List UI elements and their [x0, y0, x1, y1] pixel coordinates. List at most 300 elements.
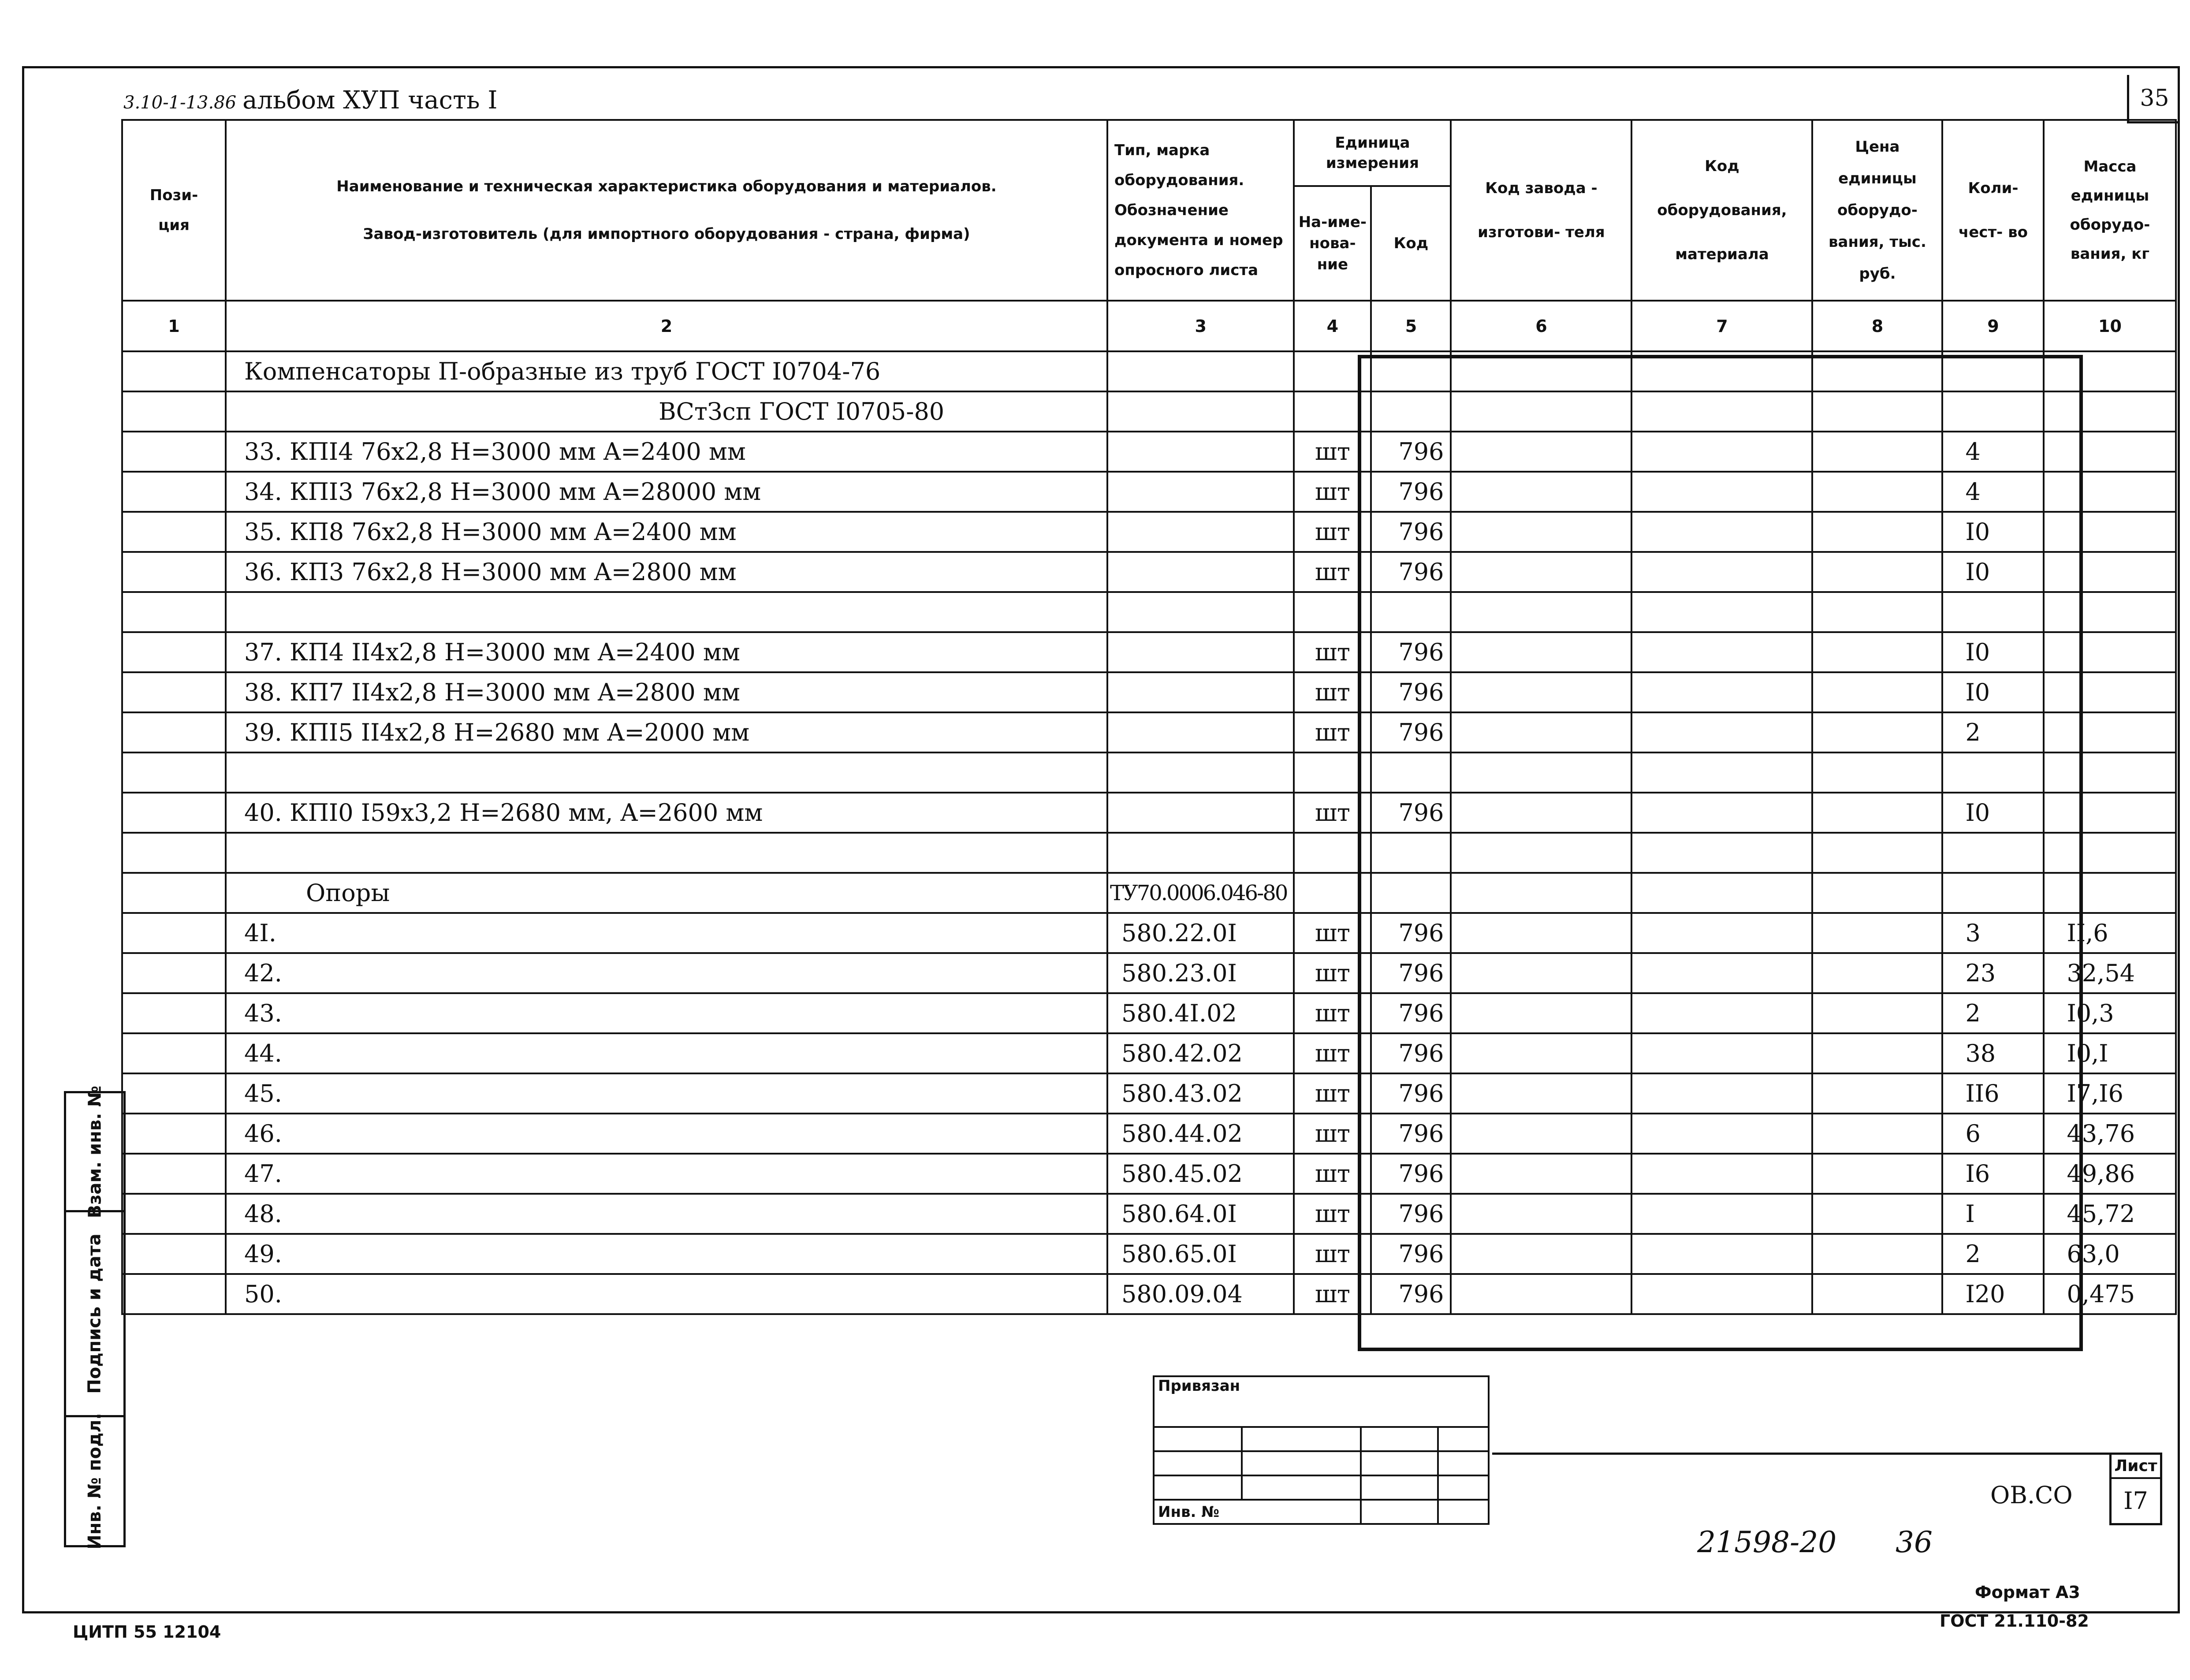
table-row [122, 1194, 2176, 1234]
column-number-9: 9 [1942, 301, 2044, 351]
col-header-name-line2: Завод-изготовитель (для импортного оборудования - страна, фирма) [363, 225, 970, 243]
cell-position [122, 1154, 226, 1194]
cell-name: 37. КП4 II4x2,8 H=3000 мм A=2400 мм [226, 632, 1107, 672]
cell-mass: II,6 [2044, 913, 2176, 953]
cell-equip-code [1631, 913, 1812, 953]
column-number-7: 7 [1631, 301, 1812, 351]
cell-name: 39. КПI5 II4x2,8 H=2680 мм A=2000 мм [226, 712, 1107, 752]
format-label: Формат А3 [1975, 1583, 2080, 1602]
cell-name: Опоры [226, 873, 1107, 913]
cell-equip-code [1631, 1274, 1812, 1314]
cell-qty: I0 [1942, 632, 2044, 672]
cell-qty: 2 [1942, 993, 2044, 1033]
cell-unit [1294, 351, 1371, 391]
table-row [122, 632, 2176, 672]
cell-factory-code [1451, 953, 1631, 993]
cell-name: 33. КПI4 76x2,8 H=3000 мм A=2400 мм [226, 432, 1107, 472]
cell-qty [1942, 391, 2044, 432]
cell-unit-code [1371, 391, 1451, 432]
cell-unit-code: 796 [1371, 1234, 1451, 1274]
cell-unit-code: 796 [1371, 632, 1451, 672]
cell-mass: I7,I6 [2044, 1073, 2176, 1114]
album-title: альбом ХУП часть I [242, 86, 498, 115]
table-row [122, 873, 2176, 913]
cell-type: 580.43.02 [1107, 1073, 1294, 1114]
cell-position [122, 351, 226, 391]
cell-equip-code [1631, 712, 1812, 752]
cell-unit-code: 796 [1371, 552, 1451, 592]
cell-type [1107, 391, 1294, 432]
cell-factory-code [1451, 512, 1631, 552]
cell-qty: I0 [1942, 552, 2044, 592]
standard-label: ГОСТ 21.110-82 [1940, 1611, 2089, 1631]
cell-mass: 32,54 [2044, 953, 2176, 993]
cell-equip-code [1631, 793, 1812, 833]
cell-factory-code [1451, 351, 1631, 391]
cell-price [1812, 632, 1942, 672]
cell-price [1812, 1073, 1942, 1114]
binding-inv: Инв. № [1154, 1500, 1361, 1524]
table-row [122, 1033, 2176, 1073]
cell-equip-code [1631, 432, 1812, 472]
cell-price [1812, 1114, 1942, 1154]
cell-type [1107, 432, 1294, 472]
cell-type [1107, 712, 1294, 752]
table-row [122, 1073, 2176, 1114]
table-row [122, 1114, 2176, 1154]
cell-name: 34. КПI3 76x2,8 H=3000 мм A=28000 мм [226, 472, 1107, 512]
cell-mass: I0,I [2044, 1033, 2176, 1073]
table-row [122, 1234, 2176, 1274]
cell-unit: шт [1294, 472, 1371, 512]
cell-mass: 63,0 [2044, 1234, 2176, 1274]
cell-equip-code [1631, 953, 1812, 993]
col-header-factory-code: Код завода - изготови- теля [1451, 120, 1631, 301]
cell-qty: 3 [1942, 913, 2044, 953]
cell-price [1812, 1234, 1942, 1274]
cell-price [1812, 712, 1942, 752]
column-number-2: 2 [226, 301, 1107, 351]
cell-type: 580.45.02 [1107, 1154, 1294, 1194]
cell-factory-code [1451, 752, 1631, 793]
cell-equip-code [1631, 512, 1812, 552]
cell-equip-code [1631, 632, 1812, 672]
sheet-number: I7 [2123, 1487, 2148, 1515]
cell-price [1812, 391, 1942, 432]
cell-qty: I6 [1942, 1154, 2044, 1194]
stamp-inv-orig-label: Инв. № подл. [85, 1413, 105, 1550]
table-row [122, 432, 2176, 472]
col-header-type: Тип, марка оборудования. Обозначение документа и номер опросного листа [1107, 120, 1294, 301]
cell-qty: 4 [1942, 472, 2044, 512]
cell-price [1812, 953, 1942, 993]
stamp-sign-date [64, 1210, 126, 1417]
binding-block [1153, 1375, 1490, 1525]
specification-table [121, 119, 2177, 1315]
cell-unit-code: 796 [1371, 1154, 1451, 1194]
cell-factory-code [1451, 793, 1631, 833]
col-header-qty: Коли- чест- во [1942, 120, 2044, 301]
col-header-name [226, 120, 1107, 301]
cell-name [226, 752, 1107, 793]
cell-type: 580.64.0I [1107, 1194, 1294, 1234]
page-number: 35 [2140, 85, 2169, 112]
cell-name: 49. [226, 1234, 1107, 1274]
cell-qty: I [1942, 1194, 2044, 1234]
col-header-name-line1: Наименование и техническая характеристика оборудования и материалов. [336, 178, 997, 195]
cell-factory-code [1451, 1073, 1631, 1114]
cell-type: 580.4I.02 [1107, 993, 1294, 1033]
cell-price [1812, 833, 1942, 873]
cell-type [1107, 512, 1294, 552]
col-header-unit-code: Код [1371, 186, 1451, 301]
cell-type [1107, 833, 1294, 873]
cell-qty [1942, 873, 2044, 913]
cell-mass: 49,86 [2044, 1154, 2176, 1194]
col-header-mass: Масса единицы оборудо- вания, кг [2044, 120, 2176, 301]
cell-position [122, 472, 226, 512]
cell-unit-code: 796 [1371, 672, 1451, 712]
cell-price [1812, 1274, 1942, 1314]
cell-type [1107, 793, 1294, 833]
cell-qty: 2 [1942, 712, 2044, 752]
cell-unit-code: 796 [1371, 1114, 1451, 1154]
cell-unit-code [1371, 833, 1451, 873]
cell-unit-code [1371, 752, 1451, 793]
cell-price [1812, 592, 1942, 632]
cell-price [1812, 752, 1942, 793]
cell-mass [2044, 873, 2176, 913]
cell-qty [1942, 351, 2044, 391]
cell-factory-code [1451, 873, 1631, 913]
cell-name: 38. КП7 II4x2,8 H=3000 мм A=2800 мм [226, 672, 1107, 712]
cell-position [122, 432, 226, 472]
cell-unit-code: 796 [1371, 1194, 1451, 1234]
stamp-replace-inv-label: Взам. инв. № [85, 1085, 105, 1218]
column-number-10: 10 [2044, 301, 2176, 351]
table-row [122, 993, 2176, 1033]
cell-equip-code [1631, 1234, 1812, 1274]
cell-unit [1294, 592, 1371, 632]
cell-mass [2044, 512, 2176, 552]
cell-price [1812, 472, 1942, 512]
cell-position [122, 793, 226, 833]
table-row [122, 953, 2176, 993]
table-row [122, 672, 2176, 712]
cell-name: 48. [226, 1194, 1107, 1234]
binding-title: Привязан [1154, 1376, 1489, 1427]
cell-equip-code [1631, 752, 1812, 793]
cell-unit: шт [1294, 913, 1371, 953]
cell-factory-code [1451, 472, 1631, 512]
cell-unit-code [1371, 592, 1451, 632]
cell-mass [2044, 432, 2176, 472]
cell-unit-code: 796 [1371, 512, 1451, 552]
cell-unit-code: 796 [1371, 793, 1451, 833]
cell-equip-code [1631, 833, 1812, 873]
cell-position [122, 1274, 226, 1314]
cell-qty: I0 [1942, 793, 2044, 833]
cell-factory-code [1451, 1234, 1631, 1274]
cell-name: 44. [226, 1033, 1107, 1073]
cell-position [122, 1114, 226, 1154]
column-number-8: 8 [1812, 301, 1942, 351]
cell-unit: шт [1294, 672, 1371, 712]
cell-name: 35. КП8 76x2,8 H=3000 мм A=2400 мм [226, 512, 1107, 552]
cell-factory-code [1451, 432, 1631, 472]
stamp-inv-orig [64, 1413, 126, 1550]
cell-price [1812, 512, 1942, 552]
cell-qty: II6 [1942, 1073, 2044, 1114]
cell-unit: шт [1294, 953, 1371, 993]
cell-unit: шт [1294, 712, 1371, 752]
cell-unit: шт [1294, 1194, 1371, 1234]
cell-factory-code [1451, 1154, 1631, 1194]
stamp-replace-inv [64, 1085, 126, 1218]
cell-unit: шт [1294, 552, 1371, 592]
cell-unit: шт [1294, 1274, 1371, 1314]
cell-unit [1294, 391, 1371, 432]
cell-position [122, 1073, 226, 1114]
cell-factory-code [1451, 1274, 1631, 1314]
cell-name: 4I. [226, 913, 1107, 953]
cell-unit: шт [1294, 1154, 1371, 1194]
cell-name: 42. [226, 953, 1107, 993]
printer-label: ЦИТП 55 12104 [73, 1622, 221, 1642]
cell-type: 580.22.0I [1107, 913, 1294, 953]
cell-factory-code [1451, 1114, 1631, 1154]
cell-qty: 6 [1942, 1114, 2044, 1154]
cell-price [1812, 793, 1942, 833]
cell-mass [2044, 472, 2176, 512]
cell-unit: шт [1294, 432, 1371, 472]
cell-position [122, 512, 226, 552]
cell-unit-code: 796 [1371, 1033, 1451, 1073]
cell-unit: шт [1294, 1073, 1371, 1114]
table-row [122, 351, 2176, 391]
cell-position [122, 953, 226, 993]
cell-equip-code [1631, 351, 1812, 391]
cell-type: 580.42.02 [1107, 1033, 1294, 1073]
column-number-row [122, 301, 2176, 351]
cell-position [122, 1033, 226, 1073]
cell-unit: шт [1294, 1114, 1371, 1154]
cell-type [1107, 552, 1294, 592]
cell-mass [2044, 592, 2176, 632]
series-header [123, 86, 497, 115]
cell-position [122, 873, 226, 913]
cell-factory-code [1451, 552, 1631, 592]
cell-qty [1942, 752, 2044, 793]
column-number-3: 3 [1107, 301, 1294, 351]
cell-name: 36. КП3 76x2,8 H=3000 мм A=2800 мм [226, 552, 1107, 592]
cell-position [122, 552, 226, 592]
cell-factory-code [1451, 592, 1631, 632]
cell-mass [2044, 672, 2176, 712]
cell-name: 45. [226, 1073, 1107, 1114]
cell-name: 50. [226, 1274, 1107, 1314]
cell-factory-code [1451, 712, 1631, 752]
cell-type: 580.09.04 [1107, 1274, 1294, 1314]
header-row [122, 120, 2176, 186]
cell-equip-code [1631, 1033, 1812, 1073]
cell-mass: I0,3 [2044, 993, 2176, 1033]
cell-mass [2044, 391, 2176, 432]
table-row [122, 913, 2176, 953]
column-number-1: 1 [122, 301, 226, 351]
cell-position [122, 913, 226, 953]
table-row [122, 391, 2176, 432]
cell-unit-code: 796 [1371, 953, 1451, 993]
table-row [122, 472, 2176, 512]
cell-qty [1942, 833, 2044, 873]
cell-mass: 0,475 [2044, 1274, 2176, 1314]
cell-position [122, 672, 226, 712]
cell-factory-code [1451, 913, 1631, 953]
cell-unit: шт [1294, 512, 1371, 552]
cell-equip-code [1631, 592, 1812, 632]
cell-qty: I0 [1942, 512, 2044, 552]
cell-position [122, 833, 226, 873]
table-row [122, 512, 2176, 552]
cell-mass [2044, 712, 2176, 752]
cell-factory-code [1451, 1194, 1631, 1234]
stamp-sign-date-label: Подпись и дата [85, 1233, 105, 1394]
table-row [122, 833, 2176, 873]
cell-type [1107, 592, 1294, 632]
cell-unit-code: 796 [1371, 1073, 1451, 1114]
cell-name: ВСтЗсп ГОСТ I0705-80 [226, 391, 1107, 432]
cell-qty: 23 [1942, 953, 2044, 993]
cell-equip-code [1631, 472, 1812, 512]
cell-type [1107, 672, 1294, 712]
cell-unit: шт [1294, 793, 1371, 833]
cell-position [122, 632, 226, 672]
cell-unit-code [1371, 873, 1451, 913]
cell-name: 46. [226, 1114, 1107, 1154]
cell-unit [1294, 833, 1371, 873]
cell-name: 43. [226, 993, 1107, 1033]
column-number-4: 4 [1294, 301, 1371, 351]
cell-factory-code [1451, 632, 1631, 672]
cell-unit-code: 796 [1371, 712, 1451, 752]
cell-position [122, 391, 226, 432]
series-code: 3.10-1-13.86 [123, 93, 237, 113]
cell-equip-code [1631, 1073, 1812, 1114]
cell-name: 47. [226, 1154, 1107, 1194]
cell-unit-code: 796 [1371, 993, 1451, 1033]
cell-position [122, 592, 226, 632]
table-row [122, 592, 2176, 632]
cell-equip-code [1631, 1194, 1812, 1234]
cell-name [226, 592, 1107, 632]
cell-position [122, 993, 226, 1033]
cell-type [1107, 472, 1294, 512]
cell-price [1812, 672, 1942, 712]
cell-qty: I0 [1942, 672, 2044, 712]
cell-position [122, 752, 226, 793]
cell-name: Компенсаторы П-образные из труб ГОСТ I0704-76 [226, 351, 1107, 391]
cell-factory-code [1451, 1033, 1631, 1073]
cell-equip-code [1631, 1114, 1812, 1154]
cell-mass [2044, 752, 2176, 793]
cell-position [122, 1194, 226, 1234]
col-header-position: Пози- ция [122, 120, 226, 301]
cell-mass [2044, 793, 2176, 833]
handwritten-page: 36 [1896, 1525, 1933, 1559]
cell-qty: 2 [1942, 1234, 2044, 1274]
cell-price [1812, 1033, 1942, 1073]
cell-mass: 45,72 [2044, 1194, 2176, 1234]
column-number-5: 5 [1371, 301, 1451, 351]
cell-price [1812, 432, 1942, 472]
cell-type [1107, 351, 1294, 391]
cell-unit: шт [1294, 993, 1371, 1033]
cell-type [1107, 632, 1294, 672]
designation: ОВ.СО [1990, 1481, 2073, 1509]
col-header-unit: Единица измерения [1294, 120, 1451, 186]
cell-equip-code [1631, 552, 1812, 592]
table-row [122, 1154, 2176, 1194]
cell-equip-code [1631, 873, 1812, 913]
cell-price [1812, 993, 1942, 1033]
cell-factory-code [1451, 672, 1631, 712]
table-row [122, 752, 2176, 793]
cell-name [226, 833, 1107, 873]
cell-qty: I20 [1942, 1274, 2044, 1314]
col-header-unit-name: На-име-нова-ние [1294, 186, 1371, 301]
cell-type: 580.65.0I [1107, 1234, 1294, 1274]
title-block-line [1492, 1453, 2109, 1455]
cell-price [1812, 1154, 1942, 1194]
cell-mass [2044, 632, 2176, 672]
cell-type [1107, 752, 1294, 793]
cell-unit-code: 796 [1371, 913, 1451, 953]
cell-qty: 4 [1942, 432, 2044, 472]
handwritten-number: 21598-20 [1697, 1525, 1837, 1559]
cell-equip-code [1631, 391, 1812, 432]
cell-qty [1942, 592, 2044, 632]
cell-factory-code [1451, 993, 1631, 1033]
cell-mass [2044, 552, 2176, 592]
cell-price [1812, 1194, 1942, 1234]
cell-equip-code [1631, 672, 1812, 712]
cell-type: ТУ70.0006.046-80 [1107, 873, 1294, 913]
cell-price [1812, 552, 1942, 592]
cell-equip-code [1631, 993, 1812, 1033]
column-number-6: 6 [1451, 301, 1631, 351]
cell-price [1812, 913, 1942, 953]
cell-type: 580.44.02 [1107, 1114, 1294, 1154]
cell-unit-code: 796 [1371, 1274, 1451, 1314]
page-number-box [2127, 75, 2180, 123]
cell-mass: 43,76 [2044, 1114, 2176, 1154]
table-row [122, 712, 2176, 752]
cell-type: 580.23.0I [1107, 953, 1294, 993]
cell-price [1812, 351, 1942, 391]
cell-unit [1294, 752, 1371, 793]
cell-name: 40. КПI0 I59x3,2 H=2680 мм, A=2600 мм [226, 793, 1107, 833]
col-header-equip-code: Код оборудования, материала [1631, 120, 1812, 301]
sheet-label: Лист [2112, 1455, 2160, 1479]
cell-mass [2044, 351, 2176, 391]
cell-factory-code [1451, 833, 1631, 873]
cell-unit: шт [1294, 1033, 1371, 1073]
cell-price [1812, 873, 1942, 913]
cell-unit: шт [1294, 1234, 1371, 1274]
col-header-price: Цена единицы оборудо- вания, тыс. руб. [1812, 120, 1942, 301]
cell-factory-code [1451, 391, 1631, 432]
